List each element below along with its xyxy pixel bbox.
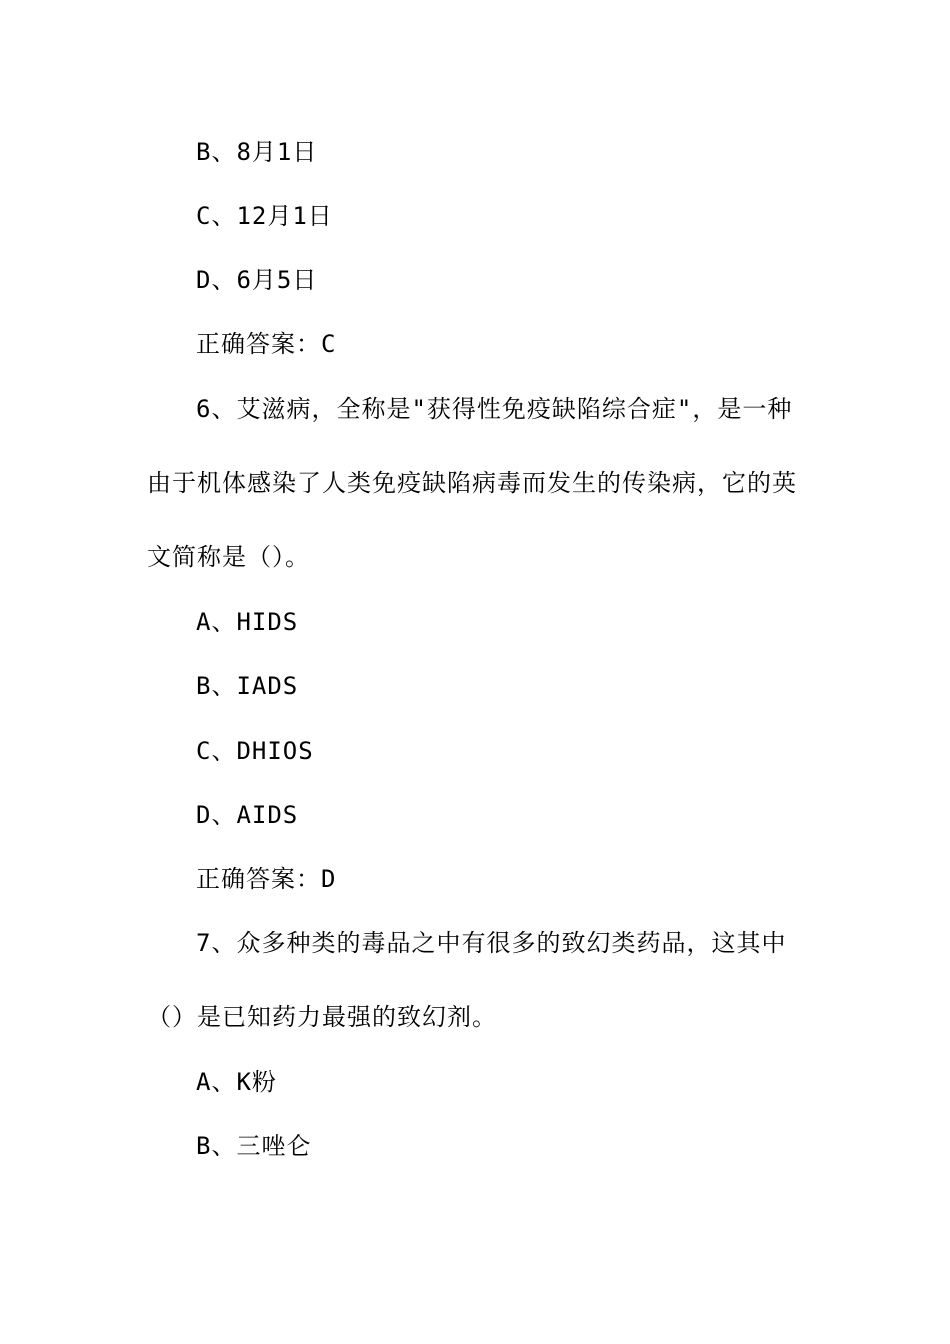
q6-option-c: C、DHIOS xyxy=(196,737,314,765)
prev-answer: 正确答案：C xyxy=(196,330,337,358)
prev-option-c: C、12月1日 xyxy=(196,202,333,230)
q7-text-line-1: 7、众多种类的毒品之中有很多的致幻类药品，这其中 xyxy=(196,929,787,957)
q6-answer: 正确答案：D xyxy=(196,865,337,893)
q7-text-line-2: （）是已知药力最强的致幻剂。 xyxy=(147,1003,497,1031)
q6-option-b: B、IADS xyxy=(196,672,299,700)
prev-option-d: D、6月5日 xyxy=(196,266,318,294)
prev-option-b: B、8月1日 xyxy=(196,138,318,166)
q6-text-line-1: 6、艾滋病，全称是"获得性免疫缺陷综合症"，是一种 xyxy=(196,395,793,423)
q6-text-line-3: 文简称是（）。 xyxy=(147,543,310,571)
q7-option-b: B、三唑仑 xyxy=(196,1132,312,1160)
q7-option-a: A、K粉 xyxy=(196,1068,277,1096)
q6-option-d: D、AIDS xyxy=(196,801,299,829)
q6-text-line-2: 由于机体感染了人类免疫缺陷病毒而发生的传染病，它的英 xyxy=(147,469,797,497)
q6-option-a: A、HIDS xyxy=(196,608,299,636)
